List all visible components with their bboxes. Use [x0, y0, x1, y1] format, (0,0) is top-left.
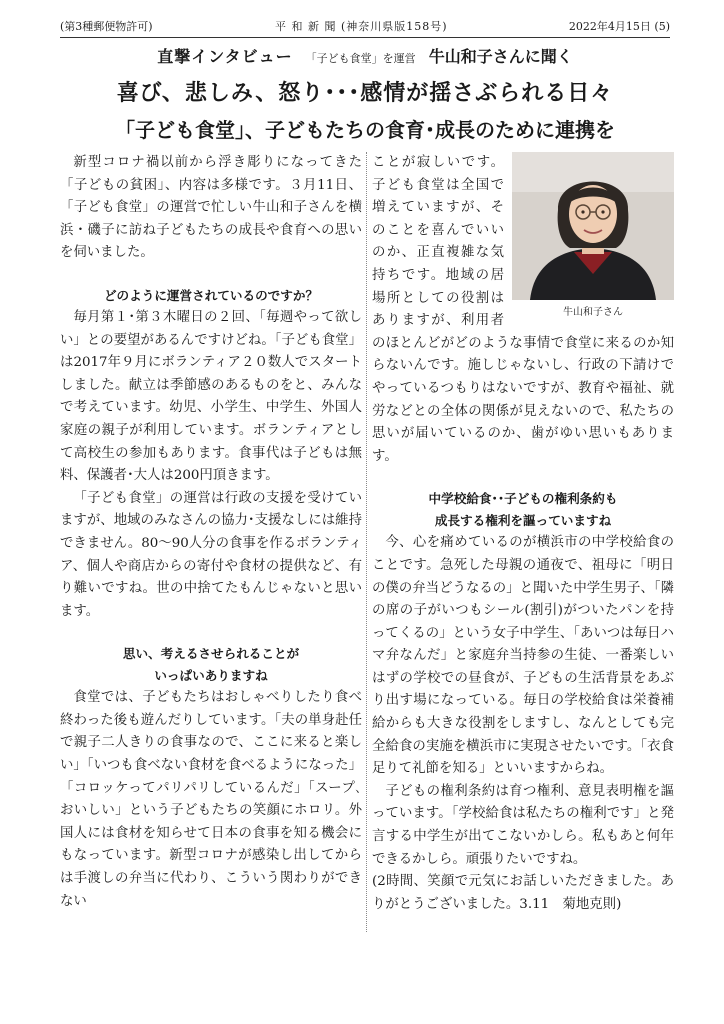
closing-note: (2時間、笑顔で元気にお話しいただきました。ありがとうございました。3.11 菊地克則) — [372, 874, 674, 912]
question-heading: どのように運営されているのですか？ — [103, 287, 319, 303]
portrait-illustration — [512, 152, 674, 300]
interview-banner — [60, 44, 670, 70]
portrait-figure — [512, 152, 674, 328]
question-heading-block — [60, 643, 362, 687]
answer-paragraph: 食堂では、子どもたちはおしゃべりしたり食べ終わった後も遊んだりしています。「夫の単身赴任で親子二人きりの食事なので、ここに来ると楽しい」「いつも食べない食材を食べるようになった」「コロッケってパリパリしているんだ」「スープ､おいしい」という子どもたちの笑顔にホロリ。外国人には食材を知らせて日本の食事を知る機会にもなっています。新型コロナが感染し出してからは手渡しの弁当に代わり、こういう関わりができない — [60, 690, 362, 909]
portrait-photo — [512, 152, 674, 300]
postal-permit: (第3種郵便物許可) — [60, 20, 153, 33]
page-header — [60, 16, 670, 38]
sub-headline: 「子ども食堂」、子どもたちの食育･成長のために連携を — [115, 118, 615, 142]
interviewee-name: 牛山和子さんに聞く — [428, 47, 573, 66]
photo-caption: 牛山和子さん — [563, 307, 623, 318]
question-heading-line: いっぱいありますね — [154, 668, 268, 684]
right-column — [372, 152, 674, 916]
interview-tag: 直撃インタビュー — [157, 47, 293, 66]
newspaper-name: 平 和 新 聞 (神奈川県版158号) — [275, 20, 448, 33]
column-divider — [366, 152, 367, 932]
continued-paragraph: ことが寂しいです。子ども食堂は全国で増えていますが、そのことを喜んでいいのか、正直複雑な気持ちです。地域の居場所としての役割はありますが、利用者のほとんどがどのような事情で食堂に来るのか知らないんです。施しじゃないし、行政の下請けでやっているつもりはないですが、教育や福祉、就労などとの全体の関係が見えないので、私たちの思いが届いているのか、歯がゆい思いもあります。 — [372, 155, 674, 464]
answer-paragraph: 毎月第１･第３木曜日の２回、「毎週やって欲しい」との要望があるんですけどね。「子ども食堂」は2017年９月にボランティア２０数人でスタートしました。献立は季節感のあるものをと、みんなで考えています。幼児、小学生、中学生、外国人家庭の親子が利用しています。ボランティアとして高校生の参加もあります。食事代は子どもは無料、保護者･大人は200円頂きます。 — [60, 309, 362, 484]
answer-paragraph: 「子ども食堂」の運営は行政の支援を受けていますが、地域のみなさんの協力･支援なしには維持できません。80～90人分の食事を作るボランティア、個人や商店からの寄付や食材の提供など、有り難いですね。世の中捨てたもんじゃないと思います。 — [60, 490, 362, 619]
answer-paragraph: 今、心を痛めているのが横浜市の中学校給食のことです。急死した母親の通夜で、祖母に「明日の僕の弁当どうなるの」と聞いた中学生男子、「隣の席の子がいつもシール(割引)がついたパンを持ってくるの」という女子中学生、「あいつは毎日ハマ弁なんだ」と家庭弁当持参の生徒、一番楽しいはずの学校での昼食が、子どもの生活背景をあぶり出す場になっている。毎日の学校給食は栄養補給からも大きな役割をしますし、なんとしても完全給食の実施を横浜市に実現させたいです。「衣食足りて礼節を知る」といいますからね。 — [372, 535, 674, 777]
answer-paragraph: 子どもの権利条約は育つ権利、意見表明権を謳っています。「学校給食は私たちの権利です」と発言する中学生が出てこないかしら。私もあと何年できるかしら。頑張りたいですね。 — [372, 783, 674, 867]
issue-date: 2022年4月15日 (5) — [568, 20, 670, 33]
question-heading-line: 中学校給食･･子どもの権利条約も — [428, 491, 618, 507]
question-heading-line: 成長する権利を謳っていますね — [434, 513, 612, 529]
question-heading-line: 思い、考えるさせられることが — [122, 646, 300, 662]
question-heading-block — [372, 488, 674, 532]
intro-paragraph: 新型コロナ禍以前から浮き彫りになってきた「子どもの貧困」、内容は多様です。３月11日、「子ども食堂」の運営で忙しい牛山和子さんを横浜・磯子に訪ね子どもたちの成長や食育への思いを伺いました。 — [60, 155, 362, 261]
interview-subtitle: 「子ども食堂」を運営 — [305, 52, 416, 65]
main-headline: 喜び、悲しみ、怒り･･･感情が揺さぶられる日々 — [116, 81, 614, 106]
left-column — [60, 152, 362, 913]
